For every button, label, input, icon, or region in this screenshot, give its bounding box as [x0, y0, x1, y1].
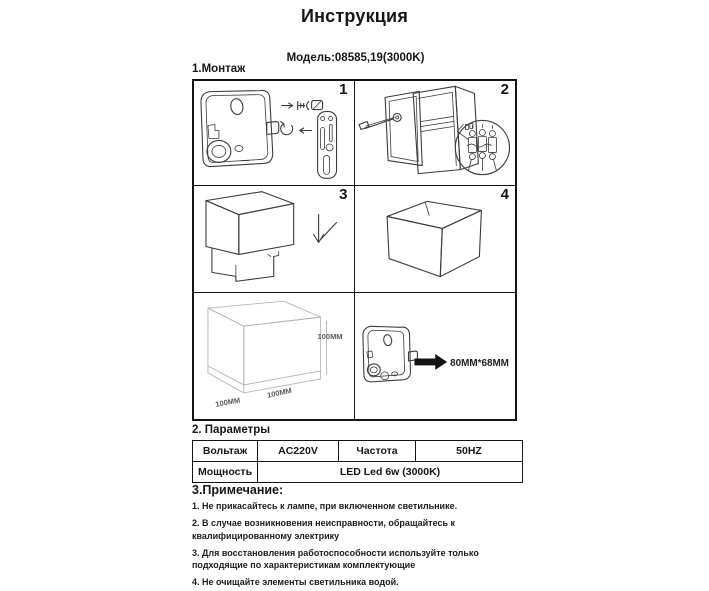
note-item: 3. Для восстановления работоспособности используйте только подходящие по характеристикам комплектующие	[192, 547, 479, 570]
page-title: Инструкция	[300, 6, 409, 26]
plate-size-label: 80MM*68MM	[449, 357, 509, 369]
panel-step-2	[355, 81, 516, 186]
note-item: 2. В случае возникновения неисправности, обращайтесь к квалифицированному электрику	[192, 518, 456, 541]
panel-step-3	[194, 186, 355, 293]
param-voltage-value: AC220V	[258, 441, 339, 462]
wiring-and-bracket-drawing	[355, 81, 516, 185]
step-number-2: 2	[500, 81, 509, 98]
table-row	[193, 441, 523, 462]
section-montage-heading: 1.Монтаж	[192, 63, 246, 75]
panel-step-4	[355, 186, 516, 293]
parameters-table	[192, 440, 523, 483]
param-power-value: LED Led 6w (3000K)	[258, 462, 523, 483]
param-frequency-label: Частота	[339, 441, 416, 462]
param-frequency-value: 50HZ	[416, 441, 523, 462]
section-parameters-heading: 2. Параметры	[192, 424, 271, 436]
mounting-plate-size-drawing	[355, 293, 516, 419]
dimension-height-label: 100MM	[317, 332, 343, 342]
step-number-3: 3	[339, 186, 348, 203]
step-number-1: 1	[339, 81, 348, 98]
table-row	[193, 462, 523, 483]
notes-list	[192, 500, 530, 591]
model-number: Модель:08585,19(3000K)	[286, 52, 425, 64]
param-power-label: Мощность	[193, 462, 258, 483]
param-voltage-label: Вольтаж	[193, 441, 258, 462]
mounting-plate-and-screws-drawing	[194, 81, 354, 185]
note-item: 1. Не прикасайтесь к лампе, при включенном светильнике.	[192, 501, 458, 511]
panel-plate-size	[355, 293, 516, 419]
body-slide-on-drawing	[194, 186, 354, 292]
panel-step-1	[194, 81, 355, 186]
step-number-4: 4	[500, 186, 509, 203]
montage-grid	[192, 79, 517, 421]
section-notes-heading: 3.Примечание:	[192, 483, 284, 497]
dimension-depth-label: 100MM	[214, 395, 241, 409]
dimension-width-label: 100MM	[266, 385, 293, 400]
fixture-dimensions-drawing	[194, 293, 354, 419]
assembled-fixture-drawing	[355, 186, 516, 292]
panel-dimensions-cube	[194, 293, 355, 419]
note-item: 4. Не очищайте элементы светильника водой.	[192, 577, 399, 587]
